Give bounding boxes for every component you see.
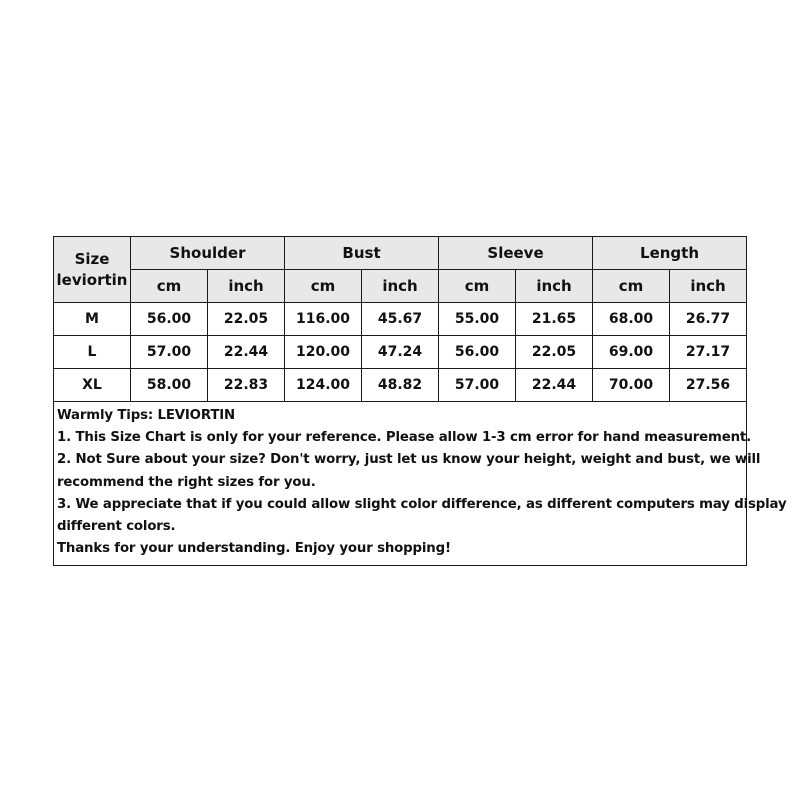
table-row xyxy=(54,303,747,336)
length-cm-cell: 69.00 xyxy=(593,336,670,369)
tips-box xyxy=(53,402,787,566)
size-chart xyxy=(53,236,787,566)
sleeve-inch-cell: 21.65 xyxy=(516,303,593,336)
unit-header-shoulder-inch: inch xyxy=(208,270,285,303)
shoulder-inch-cell: 22.05 xyxy=(208,303,285,336)
unit-header-bust-cm: cm xyxy=(285,270,362,303)
group-header-length: Length xyxy=(593,237,747,270)
unit-header-shoulder-cm: cm xyxy=(131,270,208,303)
sleeve-cm-cell: 56.00 xyxy=(439,336,516,369)
unit-header-sleeve-cm: cm xyxy=(439,270,516,303)
group-header-sleeve: Sleeve xyxy=(439,237,593,270)
unit-header-length-inch: inch xyxy=(670,270,747,303)
tip-line: 2. Not Sure about your size? Don't worry, just let us know your height, weight and bust, we will xyxy=(57,452,761,468)
size-header-brand: leviortin xyxy=(56,270,128,289)
bust-cm-cell: 120.00 xyxy=(285,336,362,369)
sleeve-inch-cell: 22.05 xyxy=(516,336,593,369)
sleeve-inch-cell: 22.44 xyxy=(516,369,593,402)
header-row-groups xyxy=(54,237,747,270)
size-cell: L xyxy=(54,336,131,369)
sleeve-cm-cell: 57.00 xyxy=(439,369,516,402)
length-inch-cell: 27.17 xyxy=(670,336,747,369)
shoulder-cm-cell: 57.00 xyxy=(131,336,208,369)
header-row-units xyxy=(54,270,747,303)
shoulder-inch-cell: 22.44 xyxy=(208,336,285,369)
shoulder-inch-cell: 22.83 xyxy=(208,369,285,402)
shoulder-cm-cell: 56.00 xyxy=(131,303,208,336)
tip-line: 1. This Size Chart is only for your reference. Please allow 1-3 cm error for hand measurement. xyxy=(57,430,752,446)
size-column-header xyxy=(54,237,131,303)
size-cell: M xyxy=(54,303,131,336)
bust-inch-cell: 48.82 xyxy=(362,369,439,402)
table-row xyxy=(54,369,747,402)
unit-header-bust-inch: inch xyxy=(362,270,439,303)
shoulder-cm-cell: 58.00 xyxy=(131,369,208,402)
size-header-label: Size xyxy=(74,249,110,268)
tips-title: Warmly Tips: LEVIORTIN xyxy=(57,408,236,423)
length-cm-cell: 70.00 xyxy=(593,369,670,402)
table-row xyxy=(54,336,747,369)
tip-line: recommend the right sizes for you. xyxy=(57,474,316,490)
bust-cm-cell: 124.00 xyxy=(285,369,362,402)
length-inch-cell: 27.56 xyxy=(670,369,747,402)
size-table xyxy=(53,236,747,402)
sleeve-cm-cell: 55.00 xyxy=(439,303,516,336)
length-cm-cell: 68.00 xyxy=(593,303,670,336)
tips-closing: Thanks for your understanding. Enjoy your shopping! xyxy=(57,541,451,557)
length-inch-cell: 26.77 xyxy=(670,303,747,336)
unit-header-sleeve-inch: inch xyxy=(516,270,593,303)
bust-inch-cell: 45.67 xyxy=(362,303,439,336)
unit-header-length-cm: cm xyxy=(593,270,670,303)
tip-line: 3. We appreciate that if you could allow slight color difference, as different computers may display xyxy=(57,496,787,512)
tip-line: different colors. xyxy=(57,519,176,535)
bust-inch-cell: 47.24 xyxy=(362,336,439,369)
size-cell: XL xyxy=(54,369,131,402)
group-header-bust: Bust xyxy=(285,237,439,270)
group-header-shoulder: Shoulder xyxy=(131,237,285,270)
bust-cm-cell: 116.00 xyxy=(285,303,362,336)
